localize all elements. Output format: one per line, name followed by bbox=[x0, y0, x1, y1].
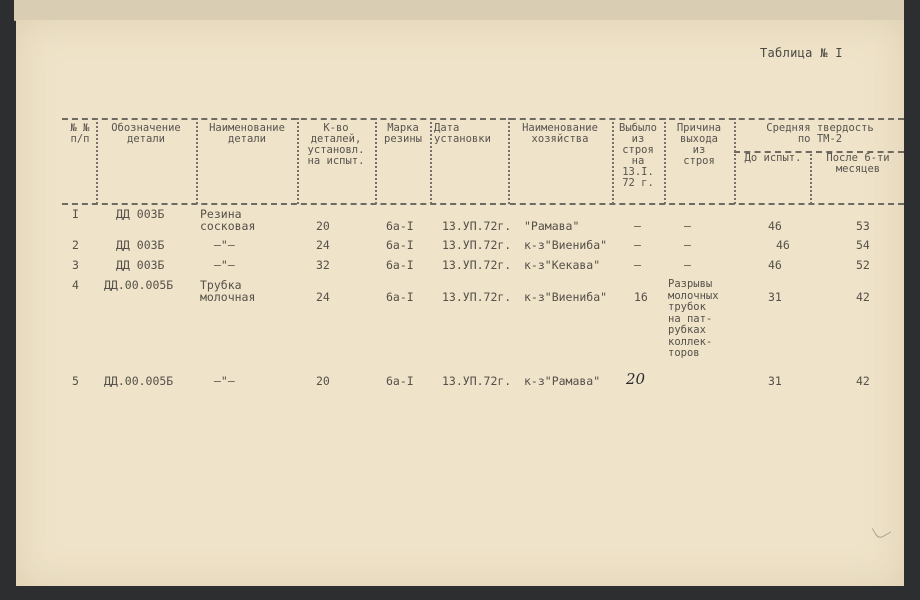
cell-number: 3 bbox=[72, 258, 79, 272]
cell-failure-reason: – bbox=[684, 258, 691, 272]
cell-quantity: 32 bbox=[316, 258, 330, 272]
cell-rubber-grade: 6а-I bbox=[386, 374, 414, 388]
header-designation: Обозначение детали bbox=[111, 122, 181, 145]
cell-failed-count: – bbox=[634, 238, 641, 252]
cell-number: 5 bbox=[72, 374, 79, 388]
cell-designation: ДД 003Б bbox=[116, 258, 165, 272]
cell-hardness-before: 46 bbox=[768, 258, 782, 272]
cell-part-name: –"– bbox=[214, 374, 235, 388]
cell-failed-count: 16 bbox=[634, 290, 648, 304]
cell-number: 2 bbox=[72, 238, 79, 252]
cell-quantity: 24 bbox=[316, 238, 330, 252]
cell-hardness-after: 54 bbox=[856, 238, 870, 252]
header-install-date: Дата установки bbox=[434, 122, 491, 145]
cell-farm-name: к-з"Рамава" bbox=[524, 374, 601, 388]
cell-farm-name: к-з"Кекава" bbox=[524, 258, 601, 272]
header-failed-count: Выбыло из строя на 13.I. 72 г. bbox=[619, 122, 657, 189]
cell-designation: ДД 003Б bbox=[116, 238, 165, 252]
cell-hardness-before: 46 bbox=[776, 238, 790, 252]
cell-failed-count: – bbox=[634, 258, 641, 272]
header-part-name: Наименование детали bbox=[209, 122, 285, 145]
cell-failure-reason: – bbox=[684, 238, 691, 252]
cell-farm-name: к-з"Виениба" bbox=[524, 290, 608, 304]
cell-rubber-grade: 6а-I bbox=[386, 258, 414, 272]
cell-install-date: 13.УП.72г. bbox=[442, 238, 512, 252]
cell-number: I bbox=[72, 207, 79, 221]
previous-page-edge bbox=[14, 0, 904, 21]
cell-hardness-before: 31 bbox=[768, 374, 782, 388]
cell-hardness-after: 42 bbox=[856, 290, 870, 304]
cell-hardness-after: 52 bbox=[856, 258, 870, 272]
cell-hardness-before: 31 bbox=[768, 290, 782, 304]
cell-install-date: 13.УП.72г. bbox=[442, 290, 512, 304]
cell-quantity: 20 bbox=[316, 374, 330, 388]
cell-number: 4 bbox=[72, 278, 79, 292]
header-hardness-before: До испыт. bbox=[744, 152, 802, 164]
cell-designation: ДД 003Б bbox=[116, 207, 165, 221]
cell-designation: ДД.00.005Б bbox=[104, 278, 174, 292]
header-bottom-rule bbox=[62, 203, 904, 205]
cell-rubber-grade: 6а-I bbox=[386, 238, 414, 252]
header-farm-name: Наименование хозяйства bbox=[522, 122, 598, 145]
cell-install-date: 13.УП.72г. bbox=[442, 258, 512, 272]
cell-part-name: –"– bbox=[214, 238, 235, 252]
cell-part-name: Резина сосковая bbox=[200, 207, 256, 233]
cell-failed-count-handwritten: 20 bbox=[626, 370, 646, 388]
cell-hardness-before: 46 bbox=[768, 219, 782, 233]
cell-part-name: –"– bbox=[214, 258, 235, 272]
header-rubber-grade: Марка резины bbox=[384, 122, 422, 145]
cell-quantity: 24 bbox=[316, 290, 330, 304]
cell-install-date: 13.УП.72г. bbox=[442, 374, 512, 388]
cell-farm-name: к-з"Виениба" bbox=[524, 238, 608, 252]
cell-part-name: Трубка молочная bbox=[200, 278, 256, 304]
header-quantity: К-во деталей, установл. на испыт. bbox=[307, 122, 365, 167]
cell-rubber-grade: 6а-I bbox=[386, 219, 414, 233]
cell-hardness-after: 42 bbox=[856, 374, 870, 388]
header-failure-reason: Причина выхода из строя bbox=[676, 122, 722, 167]
table-caption: Таблица № I bbox=[760, 46, 843, 60]
cell-quantity: 20 bbox=[316, 219, 330, 233]
cell-failure-reason: Разрывы молочных трубок на пат- рубках коллек- торов bbox=[668, 278, 719, 359]
header-average-hardness: Средняя твердость по ТМ-2 bbox=[766, 122, 874, 145]
cell-designation: ДД.00.005Б bbox=[104, 374, 174, 388]
cell-install-date: 13.УП.72г. bbox=[442, 219, 512, 233]
header-hardness-after: После 6-ти месяцев bbox=[826, 152, 890, 175]
cell-failed-count: – bbox=[634, 219, 641, 233]
cell-hardness-after: 53 bbox=[856, 219, 870, 233]
cell-rubber-grade: 6а-I bbox=[386, 290, 414, 304]
cell-failure-reason: – bbox=[684, 219, 691, 233]
cell-farm-name: "Рамава" bbox=[524, 219, 580, 233]
header-number: № № п/п bbox=[70, 122, 90, 145]
table-top-rule bbox=[62, 118, 904, 120]
